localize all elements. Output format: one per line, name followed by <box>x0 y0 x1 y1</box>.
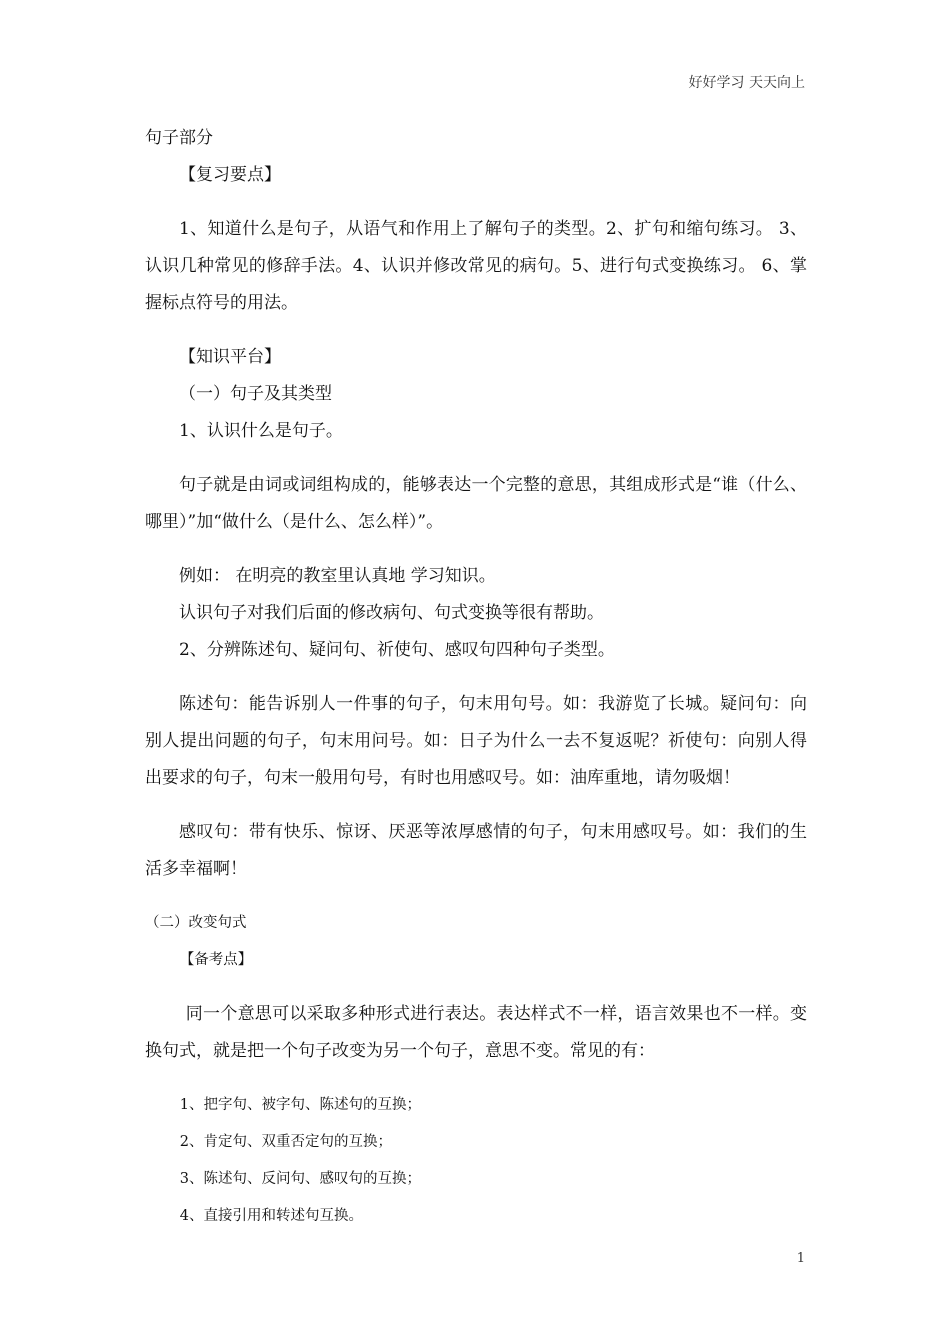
section-2-heading: （二）改变句式 <box>145 915 247 931</box>
sentence-definition: 句子就是由词或词组构成的，能够表达一个完整的意思，其组成形式是“谁（什么、哪里）”加“做什么（是什么、怎么样）”。 <box>145 475 807 532</box>
item-1: 1、认识什么是句子。 <box>179 421 343 441</box>
review-text: 1、知道什么是句子，从语气和作用上了解句子的类型。2、扩句和缩句练习。 3、认识几种常见的修辞手法。4、认识并修改常见的病句。5、进行句式变换练习。 6、掌握标点符号的用法。 <box>145 219 807 313</box>
example-sentence: 例如： 在明亮的教室里认真地 学习知识。 <box>179 566 496 586</box>
list-item: 1、把字句、被字句、陈述句的互换； <box>179 1097 422 1113</box>
list-item: 2、肯定句、双重否定句的互换； <box>179 1134 393 1150</box>
exclamatory-sentence: 感叹句：带有快乐、惊讶、厌恶等浓厚感情的句子，句末用感叹号。如：我们的生活多幸福啊！ <box>145 822 807 879</box>
page-header: 好好学习 天天向上 <box>688 75 805 91</box>
page-number: 1 <box>796 1251 805 1266</box>
section-1-heading: （一）句子及其类型 <box>179 384 332 404</box>
section-2-intro: 同一个意思可以采取多种形式进行表达。表达样式不一样，语言效果也不一样。变换句式，就是把一个句子改变为另一个句子，意思不变。常见的有： <box>145 1004 807 1061</box>
list-item: 3、陈述句、反问句、感叹句的互换； <box>179 1171 422 1187</box>
sentence-types: 陈述句：能告诉别人一件事的句子，句末用句号。如：我游览了长城。疑问句：向别人提出问题的句子，句末用问号。如：日子为什么一去不复返呢？祈使句：向别人得出要求的句子，句末一般用句号，有时也用感叹号。如：油库重地，请勿吸烟！ <box>145 694 807 788</box>
exam-points-heading: 【备考点】 <box>179 952 253 968</box>
item-2: 2、分辨陈述句、疑问句、祈使句、感叹句四种句子类型。 <box>179 640 615 660</box>
document-body <box>145 120 807 1235</box>
usage-note: 认识句子对我们后面的修改病句、句式变换等很有帮助。 <box>179 603 604 623</box>
knowledge-heading: 【知识平台】 <box>179 347 281 367</box>
review-heading: 【复习要点】 <box>179 165 281 185</box>
document-title: 句子部分 <box>145 128 213 148</box>
list-item: 4、直接引用和转述句互换。 <box>179 1208 364 1224</box>
